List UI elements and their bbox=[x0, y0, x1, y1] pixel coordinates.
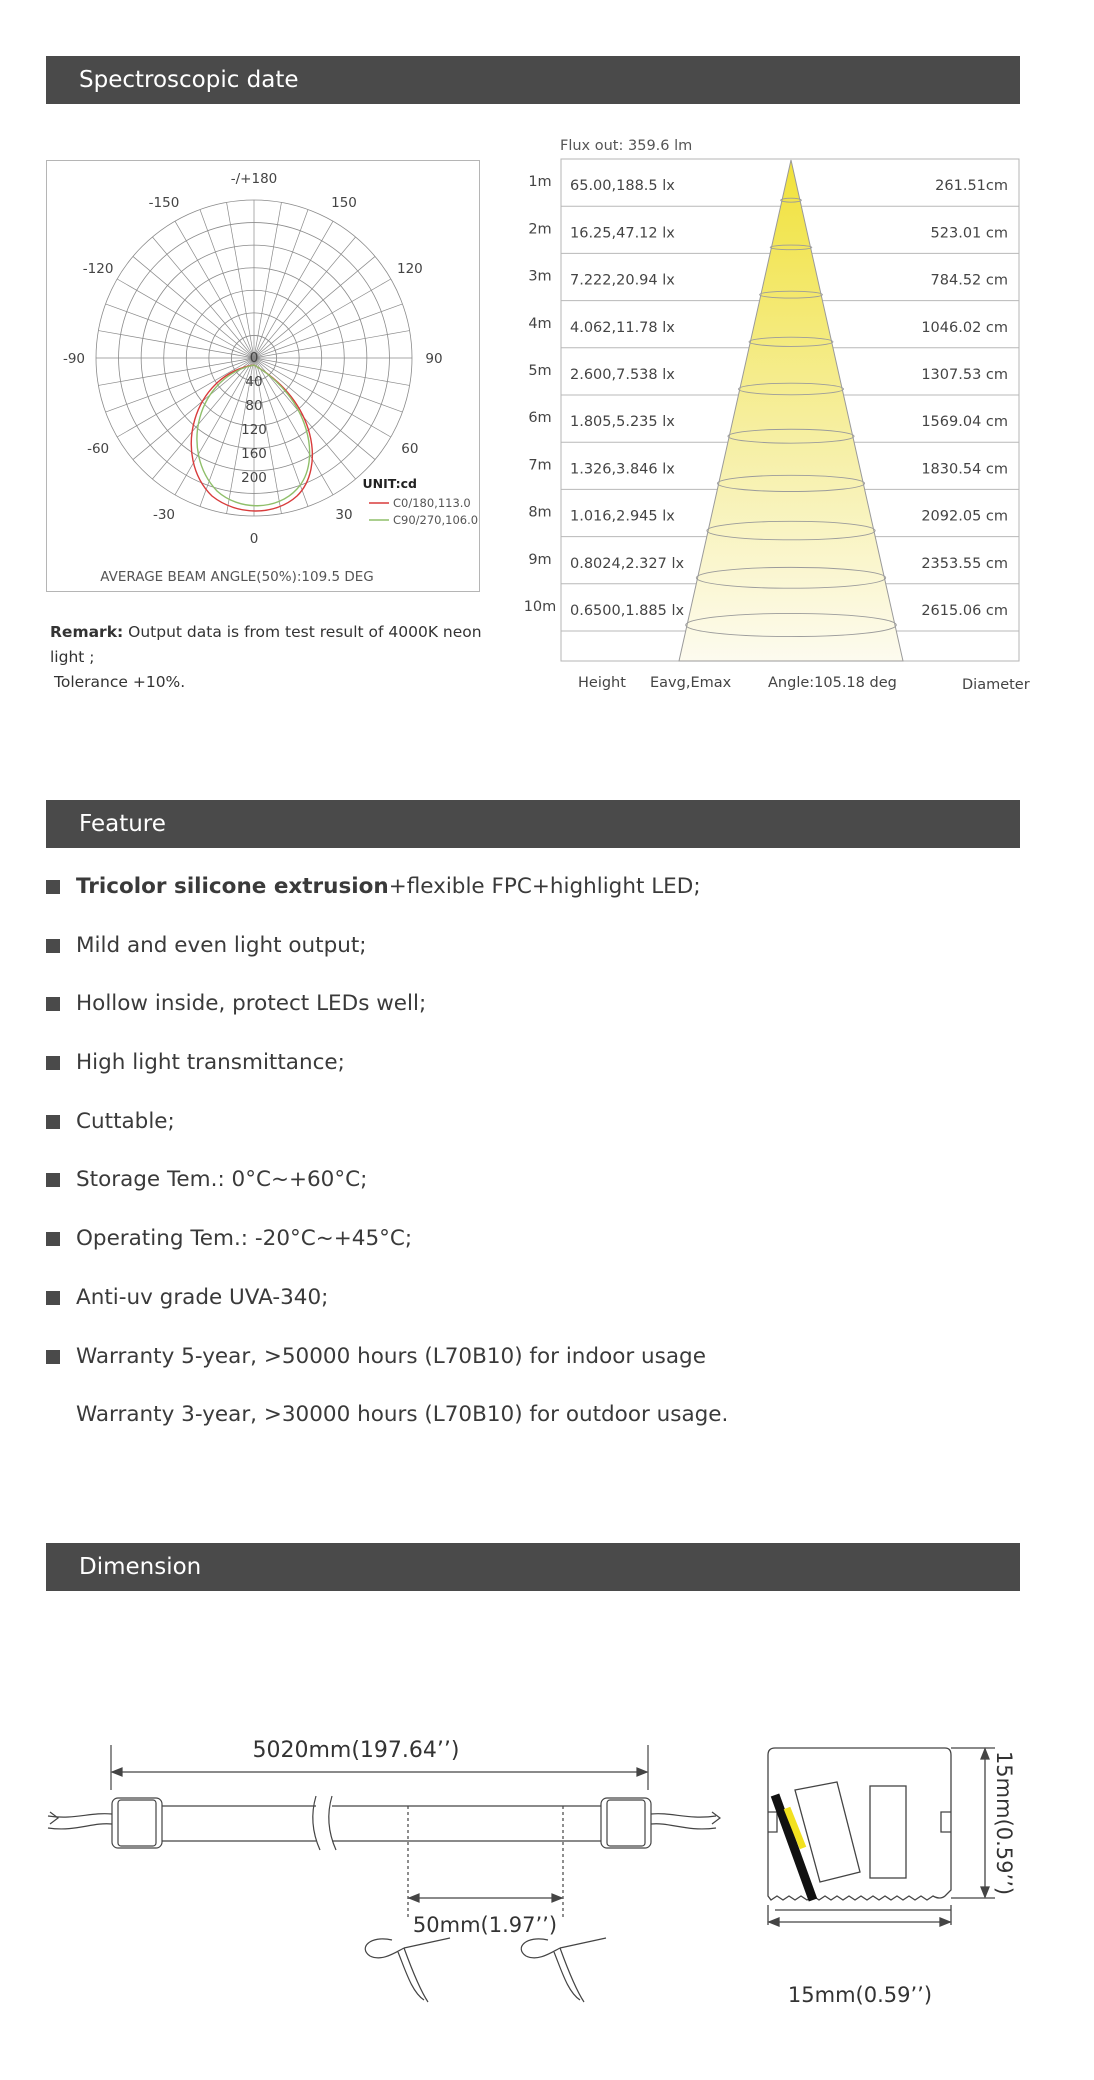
polar-angle-label: -/+180 bbox=[230, 171, 278, 187]
row-eavg-label: 1.016,2.945 lx bbox=[570, 508, 675, 525]
column-eavg-label: Eavg,Emax bbox=[650, 675, 732, 691]
row-height-label: 7m bbox=[528, 457, 552, 474]
feature-item bbox=[46, 1107, 728, 1166]
row-diameter-label: 523.01 cm bbox=[930, 225, 1008, 242]
row-height-label: 3m bbox=[528, 268, 552, 285]
unit-label: UNIT:cd bbox=[362, 476, 417, 491]
remark-text: Output data is from test result of 4000K neon light ; bbox=[50, 623, 482, 666]
row-height-label: 2m bbox=[528, 221, 552, 238]
feature-item-text: Hollow inside, protect LEDs well; bbox=[76, 991, 427, 1017]
feature-item bbox=[46, 1283, 728, 1342]
strip-cross-section-drawing bbox=[745, 1740, 1035, 2010]
section-title: Feature bbox=[79, 811, 166, 837]
polar-angle-label: -150 bbox=[148, 195, 180, 212]
feature-item bbox=[46, 1165, 728, 1224]
row-height-label: 6m bbox=[528, 410, 552, 427]
polar-radius-label: 40 bbox=[245, 374, 263, 391]
section-header-feature bbox=[46, 800, 1020, 848]
legend-label-c0: C0/180,113.0 bbox=[393, 496, 471, 510]
polar-angle-label: 30 bbox=[335, 506, 353, 523]
scissors-icon bbox=[521, 1938, 606, 2002]
illuminance-cone-chart bbox=[510, 130, 1030, 700]
section-title: Dimension bbox=[79, 1554, 202, 1580]
polar-radius-label: 200 bbox=[241, 470, 267, 487]
square-bullet-icon bbox=[46, 1291, 60, 1305]
section-header-spectroscopic bbox=[46, 56, 1020, 104]
row-eavg-label: 0.8024,2.327 lx bbox=[570, 555, 685, 572]
feature-item-text: Warranty 3-year, >30000 hours (L70B10) for outdoor usage. bbox=[76, 1402, 729, 1428]
feature-item bbox=[46, 989, 728, 1048]
row-eavg-label: 65.00,188.5 lx bbox=[570, 178, 675, 195]
feature-item bbox=[46, 931, 728, 990]
row-diameter-label: 261.51cm bbox=[935, 178, 1008, 195]
feature-item-text: Cuttable; bbox=[76, 1108, 175, 1134]
row-eavg-label: 1.805,5.235 lx bbox=[570, 414, 675, 431]
feature-item-text: +flexible FPC+highlight LED; bbox=[388, 874, 701, 899]
row-height-label: 8m bbox=[528, 504, 552, 521]
polar-angle-label: -90 bbox=[62, 351, 86, 367]
polar-radius-label: 0 bbox=[249, 350, 259, 366]
feature-item-text: Warranty 5-year, >50000 hours (L70B10) for indoor usage bbox=[76, 1343, 706, 1369]
polar-radius-label: 80 bbox=[245, 398, 263, 415]
feature-item bbox=[46, 1048, 728, 1107]
polar-angle-label: -120 bbox=[82, 261, 114, 277]
polar-angle-label: -60 bbox=[87, 441, 110, 457]
row-diameter-label: 1307.53 cm bbox=[921, 367, 1008, 383]
row-height-label: 4m bbox=[528, 315, 552, 332]
column-diameter-label: Diameter bbox=[962, 677, 1030, 693]
height-dimension-label: 15mm(0.59’’) bbox=[992, 1750, 1016, 1896]
feature-item-bold: Tricolor silicone extrusion bbox=[76, 874, 389, 899]
polar-angle-label: 120 bbox=[396, 261, 423, 277]
row-diameter-label: 784.52 cm bbox=[930, 272, 1008, 289]
section-title: Spectroscopic date bbox=[79, 67, 299, 93]
feature-list bbox=[46, 872, 728, 1459]
remark-label: Remark: bbox=[50, 623, 124, 641]
feature-item bbox=[46, 1224, 728, 1283]
row-eavg-label: 2.600,7.538 lx bbox=[570, 367, 675, 383]
row-diameter-label: 1569.04 cm bbox=[921, 414, 1008, 431]
section-header-dimension bbox=[46, 1543, 1020, 1591]
legend-label-c90: C90/270,106.0 bbox=[393, 513, 479, 527]
square-bullet-icon bbox=[46, 1350, 60, 1364]
fpc-board bbox=[775, 1795, 813, 1900]
cut-unit-label: 50mm(1.97’’) bbox=[412, 1913, 558, 1937]
row-height-label: 5m bbox=[528, 363, 552, 379]
square-bullet-icon bbox=[46, 1173, 60, 1187]
polar-angle-label: -30 bbox=[152, 506, 176, 523]
row-eavg-label: 16.25,47.12 lx bbox=[570, 225, 675, 242]
remark-note bbox=[50, 620, 510, 695]
feature-item bbox=[46, 1400, 728, 1459]
light-cone bbox=[679, 160, 903, 661]
polar-radius-label: 120 bbox=[241, 422, 267, 439]
polar-angle-label: 90 bbox=[425, 351, 443, 367]
square-bullet-icon bbox=[46, 939, 60, 953]
row-diameter-label: 1830.54 cm bbox=[921, 461, 1008, 478]
polar-angle-label: 60 bbox=[401, 441, 419, 457]
width-dimension-label: 15mm(0.59’’) bbox=[787, 1983, 933, 2007]
feature-item-text: Anti-uv grade UVA-340; bbox=[76, 1284, 329, 1310]
row-eavg-label: 1.326,3.846 lx bbox=[570, 461, 675, 478]
column-angle-label: Angle:105.18 deg bbox=[768, 675, 897, 691]
polar-angle-label: 150 bbox=[331, 195, 357, 212]
row-diameter-label: 2615.06 cm bbox=[921, 603, 1008, 619]
feature-item-text: Mild and even light output; bbox=[76, 932, 367, 958]
feature-item-text: Storage Tem.: 0°C~+60°C; bbox=[76, 1167, 368, 1193]
row-eavg-label: 4.062,11.78 lx bbox=[570, 319, 675, 336]
row-height-label: 1m bbox=[528, 174, 552, 191]
row-diameter-label: 2353.55 cm bbox=[921, 555, 1008, 572]
flux-out-label: Flux out: 359.6 lm bbox=[560, 138, 693, 154]
scissors-icon bbox=[365, 1938, 450, 2002]
square-bullet-icon bbox=[46, 1115, 60, 1129]
row-eavg-label: 0.6500,1.885 lx bbox=[570, 603, 685, 619]
feature-item-text: Operating Tem.: -20°C~+45°C; bbox=[76, 1226, 413, 1252]
square-bullet-icon bbox=[46, 880, 60, 894]
row-diameter-label: 1046.02 cm bbox=[921, 319, 1008, 336]
polar-angle-label: 0 bbox=[249, 531, 259, 547]
beam-angle-caption: AVERAGE BEAM ANGLE(50%):109.5 DEG bbox=[100, 569, 374, 585]
polar-chart bbox=[47, 161, 479, 591]
feature-item bbox=[46, 872, 728, 931]
polar-chart-panel bbox=[46, 160, 480, 592]
row-height-label: 9m bbox=[528, 551, 552, 568]
square-bullet-icon bbox=[46, 1056, 60, 1070]
column-height-label: Height bbox=[578, 675, 626, 691]
row-eavg-label: 7.222,20.94 lx bbox=[570, 272, 675, 289]
length-dimension-label: 5020mm(197.64’’) bbox=[252, 1738, 460, 1763]
polar-radius-label: 160 bbox=[241, 446, 267, 463]
feature-item bbox=[46, 1342, 728, 1401]
strip-side-view-drawing bbox=[40, 1720, 730, 2020]
row-height-label: 10m bbox=[523, 599, 557, 615]
row-diameter-label: 2092.05 cm bbox=[921, 508, 1008, 525]
remark-tolerance: Tolerance +10%. bbox=[54, 673, 186, 691]
square-bullet-icon bbox=[46, 997, 60, 1011]
square-bullet-icon bbox=[46, 1232, 60, 1246]
feature-item-text: High light transmittance; bbox=[76, 1050, 345, 1076]
